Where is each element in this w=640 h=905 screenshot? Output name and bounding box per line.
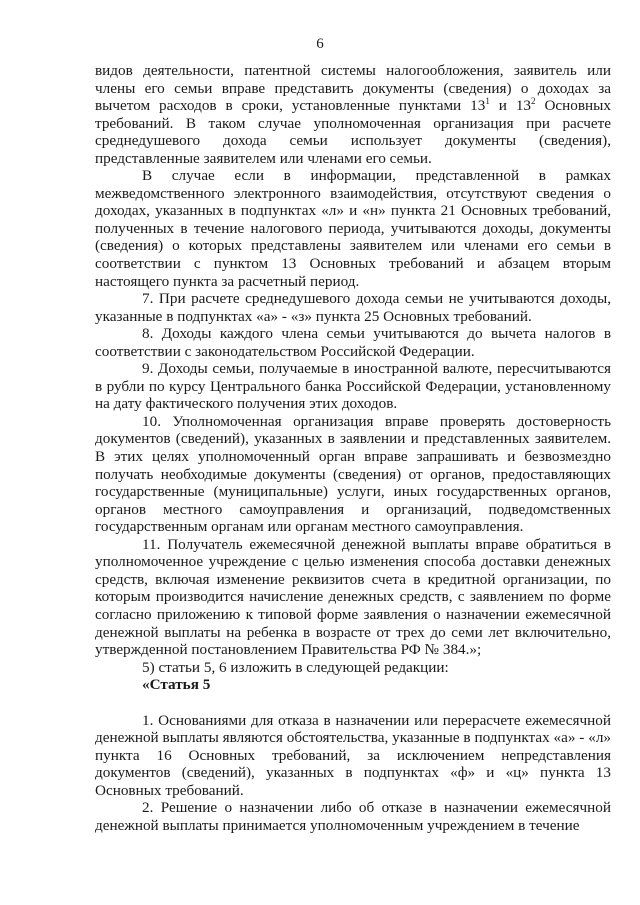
- article-5-heading: «Статья 5: [142, 676, 211, 694]
- superscript: 1: [485, 96, 490, 107]
- paragraph-item-9: 9. Доходы семьи, получаемые в иностранной валюте, пересчитываются в рубли по курсу Центрального банка Российской Федерации, установленному на дату фактического получения этих доходов.: [95, 360, 611, 413]
- paragraph-articles-amendment: 5) статьи 5, 6 изложить в следующей редакции:: [142, 658, 449, 676]
- paragraph-item-11: 11. Получатель ежемесячной денежной выплаты вправе обратиться в уполномоченное учреждение с целью изменения способа доставки денежных средств, включая изменение реквизитов счета в кредитной организации, по которым производится начисление денежных средств, с заявлением по форме согласно приложению к типовой форме заявления о назначении ежемесячной денежной выплаты на ребенка в возрасте от трех до семи лет включительно, утвержденной постановлением Правительства РФ № 384.»;: [95, 535, 611, 659]
- paragraph-interagency-info: В случае если в информации, представленной в рамках межведомственного электронного взаимодействия, отсутствуют сведения о доходах, указанных в подпунктах «л» и «н» пункта 21 Основных требований, полученных в течение налогового периода, учитываются доходы, документы (сведения) о которых представлены заявителем или членами его семьи в соответствии с пунктом 13 Основных требований и абзацем вторым настоящего пункта за расчетный период.: [95, 167, 611, 290]
- paragraph-article5-item-2: 2. Решение о назначении либо об отказе в назначении ежемесячной денежной выплаты принимается уполномоченным учреждением в течение: [95, 799, 611, 834]
- paragraph-text: и 13: [489, 97, 532, 115]
- paragraph-income-documents: [95, 62, 611, 167]
- document-body: [95, 62, 611, 835]
- page-number: 6: [316, 36, 324, 52]
- superscript: 2: [531, 96, 536, 107]
- paragraph-item-7: 7. При расчете среднедушевого дохода семьи не учитываются доходы, указанные в подпунктах «а» - «з» пункта 25 Основных требований.: [95, 290, 611, 325]
- paragraph-item-8: 8. Доходы каждого члена семьи учитываются до вычета налогов в соответствии с законодательством Российской Федерации.: [95, 325, 611, 360]
- paragraph-item-10: 10. Уполномоченная организация вправе проверять достоверность документов (сведений), указанных в заявлении и представленных заявителем. В этих целях уполномоченный орган вправе запрашивать и безвозмездно получать необходимые документы (сведения) от органов, предоставляющих государственные (муниципальные) услуги, иных государственных органов, органов местного самоуправления и организаций, подведомственных государственным органам или органам местного самоуправления.: [95, 412, 611, 536]
- paragraph-text: видов деятельности, патентной системы налогообложения, заявитель или члены его семьи вправе представить документы (сведения) о доходах за вычетом расходов в сроки, установленные пунктами 13: [95, 62, 611, 115]
- paragraph-text: Основных требований. В таком случае уполномоченная организация при расчете среднедушевого дохода семьи использует документы (сведения), представленные заявителем или членами его семьи.: [95, 97, 611, 167]
- paragraph-article5-item-1: 1. Основаниями для отказа в назначении или перерасчете ежемесячной денежной выплаты являются обстоятельства, указанные в подпунктах «а» - «л» пункта 16 Основных требований, за исключением непредставления документов (сведений), указанных в подпунктах «ф» и «ц» пункта 13 Основных требований.: [95, 711, 611, 799]
